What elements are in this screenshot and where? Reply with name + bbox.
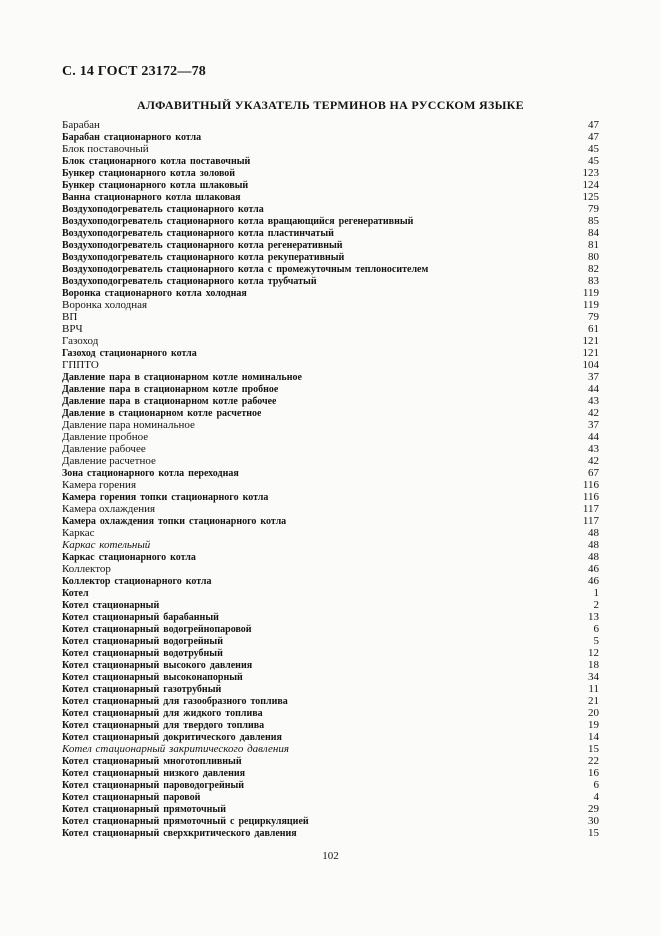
index-entry xyxy=(62,335,599,347)
entry-page-ref: 61 xyxy=(588,323,599,335)
entry-page-ref: 42 xyxy=(588,407,599,419)
entry-term: Каркас xyxy=(62,527,95,539)
entry-page-ref: 18 xyxy=(588,659,599,671)
page-number: 102 xyxy=(322,850,339,862)
entry-term: ВРЧ xyxy=(62,323,83,335)
entry-term: Камера охлаждения топки стационарного котла xyxy=(62,516,287,527)
index-entry xyxy=(62,671,599,683)
entry-term: Давление пара в стационарном котле рабочее xyxy=(62,396,277,407)
term-index-list xyxy=(62,119,599,839)
entry-term: Котел стационарный докритического давления xyxy=(62,732,282,743)
entry-term: ГППТО xyxy=(62,359,99,371)
entry-term: Котел стационарный прямоточный xyxy=(62,804,227,815)
entry-term: Котел стационарный паровой xyxy=(62,792,201,803)
entry-term: Давление пробное xyxy=(62,431,149,443)
entry-term: Воздухоподогреватель стационарного котла регенеративный xyxy=(62,240,343,251)
index-entry xyxy=(62,791,599,803)
entry-term: Коллектор стационарного котла xyxy=(62,576,212,587)
entry-page-ref: 83 xyxy=(588,275,599,287)
index-entry xyxy=(62,563,599,575)
index-entry xyxy=(62,119,599,131)
page-header: С. 14 ГОСТ 23172—78 xyxy=(62,64,206,79)
entry-page-ref: 117 xyxy=(582,503,599,515)
entry-page-ref: 47 xyxy=(588,119,599,131)
entry-term: Давление рабочее xyxy=(62,443,146,455)
index-entry xyxy=(62,599,599,611)
index-entry xyxy=(62,227,599,239)
entry-term: Барабан xyxy=(62,119,100,131)
entry-page-ref: 125 xyxy=(582,191,599,203)
entry-page-ref: 34 xyxy=(588,671,599,683)
index-entry xyxy=(62,491,599,503)
index-entry xyxy=(62,575,599,587)
index-entry xyxy=(62,215,599,227)
entry-page-ref: 48 xyxy=(588,551,599,563)
entry-page-ref: 116 xyxy=(582,479,599,491)
entry-page-ref: 12 xyxy=(588,647,599,659)
entry-page-ref: 82 xyxy=(588,263,599,275)
index-entry xyxy=(62,647,599,659)
entry-page-ref: 19 xyxy=(588,719,599,731)
entry-term: Давление пара в стационарном котле номинальное xyxy=(62,372,302,383)
index-entry xyxy=(62,803,599,815)
index-entry xyxy=(62,203,599,215)
entry-term: Газоход стационарного котла xyxy=(62,348,197,359)
entry-term: ВП xyxy=(62,311,78,323)
entry-page-ref: 85 xyxy=(588,215,599,227)
entry-page-ref: 6 xyxy=(593,779,599,791)
entry-page-ref: 2 xyxy=(593,599,599,611)
entry-term: Давление в стационарном котле расчетное xyxy=(62,408,262,419)
index-entry xyxy=(62,179,599,191)
entry-page-ref: 44 xyxy=(588,431,599,443)
entry-term: Воздухоподогреватель стационарного котла xyxy=(62,204,264,215)
index-entry xyxy=(62,815,599,827)
index-entry xyxy=(62,827,599,839)
entry-term: Котел стационарный газотрубный xyxy=(62,684,222,695)
index-entry xyxy=(62,515,599,527)
entry-page-ref: 43 xyxy=(588,395,599,407)
index-entry xyxy=(62,143,599,155)
entry-page-ref: 11 xyxy=(588,683,599,695)
entry-page-ref: 15 xyxy=(588,743,599,755)
entry-term: Воздухоподогреватель стационарного котла с промежуточным теплоносителем xyxy=(62,264,429,275)
index-entry xyxy=(62,167,599,179)
index-entry xyxy=(62,695,599,707)
entry-term: Котел стационарный низкого давления xyxy=(62,768,246,779)
entry-page-ref: 16 xyxy=(588,767,599,779)
entry-term: Котел стационарный барабанный xyxy=(62,612,219,623)
index-entry xyxy=(62,155,599,167)
entry-page-ref: 46 xyxy=(588,563,599,575)
index-entry xyxy=(62,191,599,203)
index-entry xyxy=(62,479,599,491)
entry-term: Газоход xyxy=(62,335,99,347)
entry-term: Котел стационарный для газообразного топлива xyxy=(62,696,288,707)
entry-term: Котел стационарный водогрейнопаровой xyxy=(62,624,252,635)
index-entry xyxy=(62,275,599,287)
index-entry xyxy=(62,323,599,335)
entry-term: Бункер стационарного котла золовой xyxy=(62,168,236,179)
entry-page-ref: 121 xyxy=(582,347,599,359)
entry-page-ref: 13 xyxy=(588,611,599,623)
index-entry xyxy=(62,779,599,791)
entry-term: Барабан стационарного котла xyxy=(62,132,202,143)
entry-page-ref: 30 xyxy=(588,815,599,827)
index-entry xyxy=(62,755,599,767)
entry-term: Бункер стационарного котла шлаковый xyxy=(62,180,249,191)
entry-page-ref: 21 xyxy=(588,695,599,707)
entry-term: Котел стационарный для жидкого топлива xyxy=(62,708,263,719)
entry-page-ref: 84 xyxy=(588,227,599,239)
entry-page-ref: 117 xyxy=(582,515,599,527)
entry-term: Котел стационарный прямоточный с рециркуляцией xyxy=(62,816,309,827)
entry-term: Зона стационарного котла переходная xyxy=(62,468,239,479)
index-title: АЛФАВИТНЫЙ УКАЗАТЕЛЬ ТЕРМИНОВ НА РУССКОМ ЯЗЫКЕ xyxy=(137,98,524,112)
index-entry xyxy=(62,743,599,755)
entry-page-ref: 22 xyxy=(588,755,599,767)
entry-page-ref: 123 xyxy=(582,167,599,179)
index-entry xyxy=(62,539,599,551)
entry-page-ref: 46 xyxy=(588,575,599,587)
entry-term: Воздухоподогреватель стационарного котла трубчатый xyxy=(62,276,317,287)
entry-term: Котел стационарный для твердого топлива xyxy=(62,720,265,731)
entry-page-ref: 121 xyxy=(582,335,599,347)
entry-term: Котел xyxy=(62,588,89,599)
entry-page-ref: 44 xyxy=(588,383,599,395)
entry-page-ref: 119 xyxy=(582,287,599,299)
index-entry xyxy=(62,263,599,275)
entry-page-ref: 47 xyxy=(588,131,599,143)
entry-term: Каркас стационарного котла xyxy=(62,552,196,563)
entry-page-ref: 1 xyxy=(593,587,599,599)
entry-page-ref: 14 xyxy=(588,731,599,743)
entry-term: Котел стационарный многотопливный xyxy=(62,756,242,767)
entry-page-ref: 48 xyxy=(588,527,599,539)
entry-term: Каркас котельный xyxy=(62,539,151,551)
index-entry xyxy=(62,731,599,743)
entry-term: Воздухоподогреватель стационарного котла вращающийся регенеративный xyxy=(62,216,414,227)
entry-page-ref: 124 xyxy=(582,179,599,191)
entry-page-ref: 104 xyxy=(582,359,599,371)
index-entry xyxy=(62,299,599,311)
index-entry xyxy=(62,611,599,623)
entry-page-ref: 79 xyxy=(588,203,599,215)
entry-term: Воронка стационарного котла холодная xyxy=(62,288,247,299)
entry-term: Котел стационарный высокого давления xyxy=(62,660,253,671)
entry-page-ref: 45 xyxy=(588,155,599,167)
index-entry xyxy=(62,719,599,731)
index-entry xyxy=(62,683,599,695)
index-entry xyxy=(62,131,599,143)
entry-page-ref: 116 xyxy=(582,491,599,503)
entry-term: Блок поставочный xyxy=(62,143,149,155)
entry-term: Воздухоподогреватель стационарного котла рекуперативный xyxy=(62,252,345,263)
index-entry xyxy=(62,467,599,479)
entry-term: Котел стационарный водотрубный xyxy=(62,648,223,659)
entry-term: Котел стационарный высоконапорный xyxy=(62,672,243,683)
index-entry xyxy=(62,443,599,455)
index-entry xyxy=(62,527,599,539)
entry-page-ref: 5 xyxy=(593,635,599,647)
index-entry xyxy=(62,371,599,383)
entry-page-ref: 67 xyxy=(588,467,599,479)
index-entry xyxy=(62,431,599,443)
index-entry xyxy=(62,251,599,263)
index-entry xyxy=(62,287,599,299)
index-entry xyxy=(62,419,599,431)
entry-term: Котел стационарный пароводогрейный xyxy=(62,780,245,791)
entry-term: Котел стационарный водогрейный xyxy=(62,636,223,647)
index-entry xyxy=(62,623,599,635)
entry-term: Котел стационарный xyxy=(62,600,160,611)
entry-term: Камера охлаждения xyxy=(62,503,156,515)
index-entry xyxy=(62,587,599,599)
index-entry xyxy=(62,659,599,671)
entry-page-ref: 4 xyxy=(593,791,599,803)
index-entry xyxy=(62,311,599,323)
entry-page-ref: 37 xyxy=(588,371,599,383)
index-entry xyxy=(62,239,599,251)
index-entry xyxy=(62,359,599,371)
index-entry xyxy=(62,503,599,515)
index-entry xyxy=(62,347,599,359)
entry-page-ref: 20 xyxy=(588,707,599,719)
entry-page-ref: 81 xyxy=(588,239,599,251)
entry-page-ref: 29 xyxy=(588,803,599,815)
entry-page-ref: 80 xyxy=(588,251,599,263)
index-entry xyxy=(62,395,599,407)
index-entry xyxy=(62,707,599,719)
entry-page-ref: 119 xyxy=(582,299,599,311)
entry-page-ref: 42 xyxy=(588,455,599,467)
index-entry xyxy=(62,407,599,419)
entry-page-ref: 15 xyxy=(588,827,599,839)
entry-page-ref: 37 xyxy=(588,419,599,431)
index-entry xyxy=(62,551,599,563)
index-entry xyxy=(62,455,599,467)
entry-term: Воронка холодная xyxy=(62,299,148,311)
entry-term: Давление расчетное xyxy=(62,455,156,467)
entry-term: Ванна стационарного котла шлаковая xyxy=(62,192,241,203)
entry-term: Коллектор xyxy=(62,563,111,575)
entry-page-ref: 79 xyxy=(588,311,599,323)
entry-term: Блок стационарного котла поставочный xyxy=(62,156,251,167)
entry-term: Камера горения xyxy=(62,479,137,491)
index-entry xyxy=(62,383,599,395)
entry-page-ref: 43 xyxy=(588,443,599,455)
entry-term: Камера горения топки стационарного котла xyxy=(62,492,269,503)
entry-term: Давление пара в стационарном котле пробное xyxy=(62,384,279,395)
entry-page-ref: 45 xyxy=(588,143,599,155)
index-entry xyxy=(62,767,599,779)
entry-page-ref: 48 xyxy=(588,539,599,551)
entry-term: Котел стационарный сверхкритического давления xyxy=(62,828,297,839)
entry-term: Котел стационарный закритического давления xyxy=(62,743,289,755)
entry-term: Воздухоподогреватель стационарного котла пластинчатый xyxy=(62,228,334,239)
entry-page-ref: 6 xyxy=(593,623,599,635)
entry-term: Давление пара номинальное xyxy=(62,419,195,431)
index-entry xyxy=(62,635,599,647)
